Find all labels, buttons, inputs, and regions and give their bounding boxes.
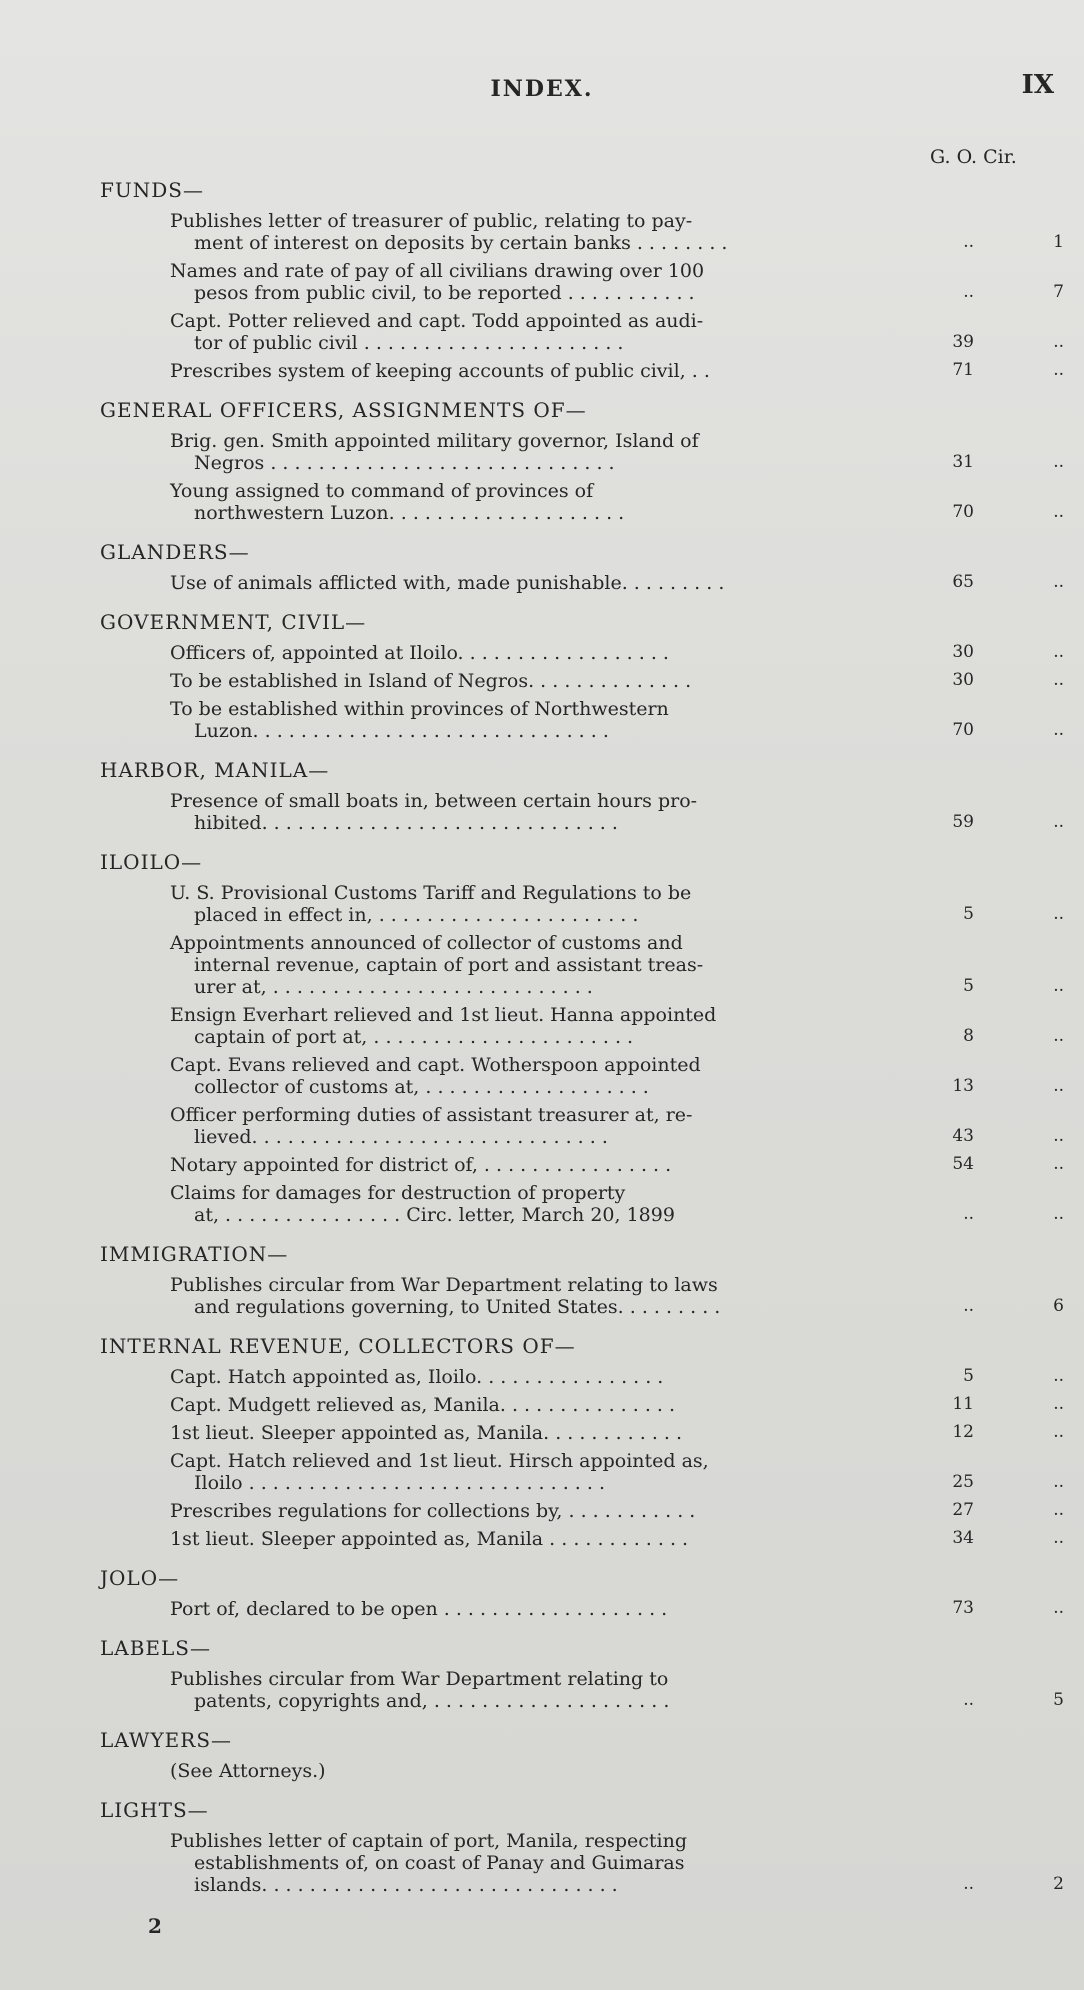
entry-text [170,1598,910,1620]
footer-page-number: 2 [148,1914,162,1938]
index-section [0,1566,1084,1620]
entry-text [170,430,910,474]
general-order-number: .. [963,232,974,252]
entry-line: Use of animals afflicted with, made punishable. . . . . . . . . [170,572,725,594]
index-section [0,1636,1084,1712]
circular-number: .. [1053,1598,1064,1618]
circular-number: .. [1053,1126,1064,1146]
index-entry [0,1004,1084,1048]
index-entry [0,1598,1084,1620]
circular-number: .. [1053,904,1064,924]
entry-line-continued: and regulations governing, to United States. . . . . . . . . [194,1296,721,1318]
index-entry [0,1366,1084,1388]
index-entry [0,1668,1084,1712]
index-entry [0,360,1084,382]
index-entry [0,670,1084,692]
general-order-number: 5 [963,976,974,996]
entry-line: Notary appointed for district of, . . . . . . . . . . . . . . . . [170,1154,672,1176]
circular-number: .. [1053,1500,1064,1520]
index-entry [0,1528,1084,1550]
entry-line-continued: captain of port at, . . . . . . . . . . . . . . . . . . . . . . [194,1026,634,1048]
entry-line-continued: islands. . . . . . . . . . . . . . . . . . . . . . . . . . . . . . [194,1874,618,1896]
index-entry [0,1054,1084,1098]
section-heading: FUNDS— [100,178,204,202]
entry-line: To be established within provinces of Northwestern [170,698,669,720]
index-section [0,1728,1084,1782]
page-roman-numeral: IX [1021,70,1054,100]
general-order-number: 43 [952,1126,974,1146]
entry-line: Prescribes regulations for collections by, . . . . . . . . . . . [170,1500,696,1522]
index-section [0,850,1084,1226]
entry-line-continued: Negros . . . . . . . . . . . . . . . . . . . . . . . . . . . . . [194,452,615,474]
index-entry [0,1450,1084,1494]
index-entry [0,1422,1084,1444]
entry-line: 1st lieut. Sleeper appointed as, Manila. . . . . . . . . . . . [170,1422,683,1444]
index-section [0,1798,1084,1896]
general-order-number: 59 [952,812,974,832]
index-entry [0,572,1084,594]
entry-text [170,1054,910,1098]
entry-line: Names and rate of pay of all civilians drawing over 100 [170,260,705,282]
entry-text [170,882,910,926]
entry-text [170,1104,910,1148]
entry-text [170,1830,910,1896]
general-order-number: 5 [963,904,974,924]
index-entry [0,1500,1084,1522]
circular-number: .. [1053,360,1064,380]
index-entry [0,1182,1084,1226]
entry-line-continued: collector of customs at, . . . . . . . . . . . . . . . . . . . [194,1076,649,1098]
column-header: G. O. Cir. [930,146,1017,168]
section-heading: INTERNAL REVENUE, COLLECTORS OF— [100,1334,576,1358]
general-order-number: .. [963,1204,974,1224]
index-entry [0,698,1084,742]
entry-text [170,360,910,382]
entry-line: 1st lieut. Sleeper appointed as, Manila . . . . . . . . . . . . [170,1528,689,1550]
circular-number: .. [1053,502,1064,522]
entry-line: Prescribes system of keeping accounts of public civil, . . [170,360,710,382]
index-entry [0,882,1084,926]
entry-text [170,790,910,834]
index-entry [0,430,1084,474]
entry-line: To be established in Island of Negros. . . . . . . . . . . . . . [170,670,692,692]
circular-number: .. [1053,332,1064,352]
general-order-number: 70 [952,720,974,740]
general-order-number: .. [963,1874,974,1894]
entry-line: (See Attorneys.) [170,1760,326,1782]
section-heading: HARBOR, MANILA— [100,758,330,782]
general-order-number: 71 [952,360,974,380]
entry-line-continued: lieved. . . . . . . . . . . . . . . . . . . . . . . . . . . . . . [194,1126,608,1148]
general-order-number: 54 [952,1154,974,1174]
circular-number: .. [1053,720,1064,740]
entry-line-continued: northwestern Luzon. . . . . . . . . . . . . . . . . . . . [194,502,625,524]
index-entry [0,1394,1084,1416]
general-order-number: .. [963,1690,974,1710]
general-order-number: 31 [952,452,974,472]
entry-text [170,260,910,304]
entry-line-continued: internal revenue, captain of port and assistant treas- [194,954,704,976]
entry-text [170,1668,910,1712]
entry-text [170,572,910,594]
entry-text [170,310,910,354]
general-order-number: .. [963,282,974,302]
entry-line-continued: patents, copyrights and, . . . . . . . . . . . . . . . . . . . . [194,1690,670,1712]
entry-text [170,698,910,742]
entry-line: Presence of small boats in, between certain hours pro- [170,790,698,812]
circular-number: .. [1053,452,1064,472]
index-entry [0,932,1084,998]
index-entry [0,480,1084,524]
entry-text [170,1004,910,1048]
entry-text [170,642,910,664]
section-heading: ILOILO— [100,850,203,874]
entry-line: Publishes circular from War Department relating to laws [170,1274,718,1296]
circular-number: .. [1053,1076,1064,1096]
circular-number: 7 [1053,282,1064,302]
entry-line: Officer performing duties of assistant treasurer at, re- [170,1104,693,1126]
index-section [0,1334,1084,1550]
entry-line-continued: urer at, . . . . . . . . . . . . . . . . . . . . . . . . . . . [194,976,593,998]
section-heading: LABELS— [100,1636,212,1660]
circular-number: 5 [1053,1690,1064,1710]
circular-number: .. [1053,670,1064,690]
entry-line: Capt. Potter relieved and capt. Todd appointed as audi- [170,310,704,332]
circular-number: .. [1053,1472,1064,1492]
index-entry [0,642,1084,664]
general-order-number: 8 [963,1026,974,1046]
circular-number: .. [1053,1026,1064,1046]
entry-line-continued: pesos from public civil, to be reported . . . . . . . . . . . [194,282,695,304]
circular-number: .. [1053,976,1064,996]
section-heading: LIGHTS— [100,1798,209,1822]
entry-line-continued: Luzon. . . . . . . . . . . . . . . . . . . . . . . . . . . . . . [194,720,609,742]
index-entry [0,260,1084,304]
entry-line: Capt. Hatch appointed as, Iloilo. . . . . . . . . . . . . . . . [170,1366,664,1388]
circular-number: .. [1053,1204,1064,1224]
entry-text [170,1450,910,1494]
entry-text [170,1154,910,1176]
entry-line-continued: Iloilo . . . . . . . . . . . . . . . . . . . . . . . . . . . . . . [194,1472,605,1494]
index-section [0,540,1084,594]
index-entry [0,790,1084,834]
page-title: INDEX. [490,76,594,102]
general-order-number: 13 [952,1076,974,1096]
circular-number: .. [1053,1154,1064,1174]
index-section [0,1242,1084,1318]
entry-line: Ensign Everhart relieved and 1st lieut. Hanna appointed [170,1004,717,1026]
entry-text [170,1760,910,1782]
entry-line-continued: hibited. . . . . . . . . . . . . . . . . . . . . . . . . . . . . . [194,812,618,834]
circular-number: .. [1053,572,1064,592]
index-entry [0,210,1084,254]
section-heading: LAWYERS— [100,1728,233,1752]
section-heading: IMMIGRATION— [100,1242,289,1266]
entry-line: U. S. Provisional Customs Tariff and Regulations to be [170,882,692,904]
general-order-number: 73 [952,1598,974,1618]
circular-number: .. [1053,1422,1064,1442]
general-order-number: 27 [952,1500,974,1520]
general-order-number: 5 [963,1366,974,1386]
index-section [0,398,1084,524]
entry-line: Port of, declared to be open . . . . . . . . . . . . . . . . . . . [170,1598,668,1620]
circular-number: 1 [1053,232,1064,252]
entry-text [170,1528,910,1550]
entry-line-continued: at, . . . . . . . . . . . . . . . Circ. letter, March 20, 1899 [194,1204,675,1226]
index-entry [0,1274,1084,1318]
entry-text [170,1366,910,1388]
general-order-number: 25 [952,1472,974,1492]
entry-text [170,1394,910,1416]
entry-text [170,210,910,254]
entry-line-continued: establishments of, on coast of Panay and Guimaras [194,1852,685,1874]
section-heading: JOLO— [100,1566,180,1590]
section-heading: GLANDERS— [100,540,250,564]
circular-number: .. [1053,1366,1064,1386]
entry-line: Publishes letter of captain of port, Manila, respecting [170,1830,687,1852]
general-order-number: 11 [952,1394,974,1414]
circular-number: .. [1053,1528,1064,1548]
index-section [0,610,1084,742]
entry-line-continued: placed in effect in, . . . . . . . . . . . . . . . . . . . . . . [194,904,639,926]
entry-line: Publishes circular from War Department relating to [170,1668,669,1690]
general-order-number: 39 [952,332,974,352]
index-content [0,178,1084,1896]
index-entry [0,1154,1084,1176]
entry-line: Brig. gen. Smith appointed military governor, Island of [170,430,699,452]
circular-number: .. [1053,642,1064,662]
entry-text [170,1500,910,1522]
general-order-number: 30 [952,642,974,662]
entry-line: Capt. Hatch relieved and 1st lieut. Hirsch appointed as, [170,1450,709,1472]
circular-number: 6 [1053,1296,1064,1316]
section-heading: GOVERNMENT, CIVIL— [100,610,367,634]
index-section [0,178,1084,382]
entry-line: Officers of, appointed at Iloilo. . . . . . . . . . . . . . . . . . [170,642,669,664]
index-entry [0,1760,1084,1782]
entry-text [170,932,910,998]
index-entry [0,310,1084,354]
index-section [0,758,1084,834]
section-heading: GENERAL OFFICERS, ASSIGNMENTS OF— [100,398,587,422]
entry-line-continued: tor of public civil . . . . . . . . . . . . . . . . . . . . . . [194,332,624,354]
index-entry [0,1830,1084,1896]
entry-text [170,670,910,692]
general-order-number: 65 [952,572,974,592]
entry-line-continued: ment of interest on deposits by certain banks . . . . . . . . [194,232,728,254]
general-order-number: 70 [952,502,974,522]
entry-line: Appointments announced of collector of customs and [170,932,683,954]
entry-text [170,1182,910,1226]
entry-text [170,480,910,524]
general-order-number: 30 [952,670,974,690]
index-entry [0,1104,1084,1148]
general-order-number: .. [963,1296,974,1316]
general-order-number: 34 [952,1528,974,1548]
entry-line: Capt. Mudgett relieved as, Manila. . . . . . . . . . . . . . . [170,1394,676,1416]
circular-number: 2 [1053,1874,1064,1894]
circular-number: .. [1053,812,1064,832]
entry-text [170,1422,910,1444]
general-order-number: 12 [952,1422,974,1442]
circular-number: .. [1053,1394,1064,1414]
entry-line: Capt. Evans relieved and capt. Wotherspoon appointed [170,1054,701,1076]
entry-text [170,1274,910,1318]
entry-line: Claims for damages for destruction of property [170,1182,626,1204]
entry-line: Young assigned to command of provinces of [170,480,594,502]
entry-line: Publishes letter of treasurer of public, relating to pay- [170,210,693,232]
